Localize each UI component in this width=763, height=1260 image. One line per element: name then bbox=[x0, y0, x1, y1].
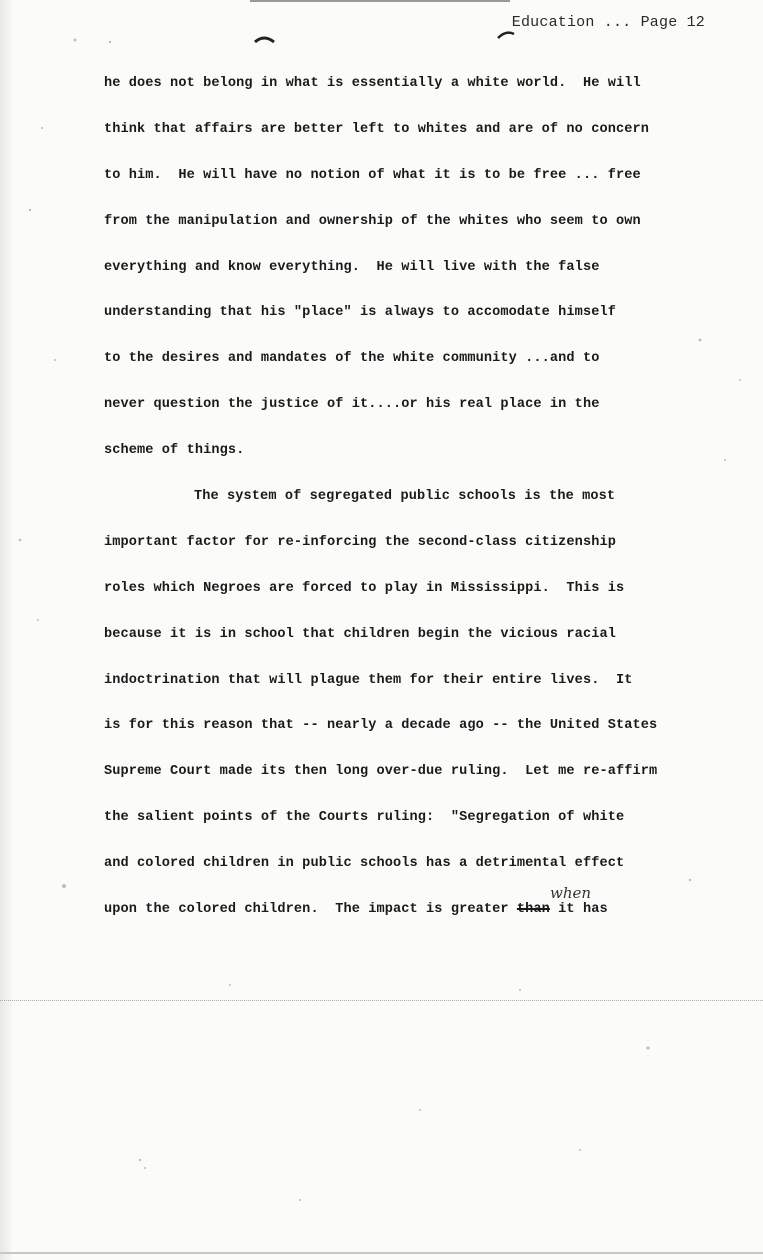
scan-left-edge bbox=[0, 0, 12, 1260]
scan-top-edge bbox=[250, 0, 510, 2]
last-line-end: it has bbox=[549, 902, 608, 918]
body-line: to the desires and mandates of the white community ...and to bbox=[104, 351, 600, 367]
scan-fold-line bbox=[0, 1000, 763, 1001]
body-line: never question the justice of it....or his real place in the bbox=[104, 397, 600, 413]
scan-bottom-edge bbox=[0, 1252, 763, 1254]
body-line: and colored children in public schools has a detrimental effect bbox=[104, 856, 625, 872]
body-line: indoctrination that will plague them for their entire lives. It bbox=[104, 672, 633, 688]
body-line: because it is in school that children begin the vicious racial bbox=[104, 626, 616, 642]
last-line-start: upon the colored children. The impact is greater bbox=[104, 902, 517, 918]
body-line: roles which Negroes are forced to play in Mississippi. This is bbox=[104, 580, 625, 596]
body-line: think that affairs are better left to whites and are of no concern bbox=[104, 121, 649, 137]
document-body bbox=[104, 74, 724, 946]
struck-word: than bbox=[516, 902, 550, 918]
paragraph-first-line: The system of segregated public schools is the most bbox=[194, 489, 616, 505]
body-line: he does not belong in what is essentially a white world. He will bbox=[104, 76, 641, 91]
handwritten-correction: when bbox=[550, 884, 592, 902]
body-line: important factor for re-inforcing the second-class citizenship bbox=[104, 534, 616, 550]
body-line: to him. He will have no notion of what it is to be free ... free bbox=[104, 167, 641, 183]
body-line: Supreme Court made its then long over-due ruling. Let me re-affirm bbox=[104, 764, 658, 780]
body-line: understanding that his "place" is always to accomodate himself bbox=[104, 305, 616, 321]
body-line: from the manipulation and ownership of the whites who seem to own bbox=[104, 213, 641, 229]
body-line-last bbox=[104, 900, 724, 946]
body-line: is for this reason that -- nearly a decade ago -- the United States bbox=[104, 718, 658, 734]
body-line: the salient points of the Courts ruling: "Segregation of white bbox=[104, 810, 625, 826]
body-line: scheme of things. bbox=[104, 443, 245, 459]
body-line: everything and know everything. He will live with the false bbox=[104, 259, 600, 275]
page-header: Education ... Page 12 bbox=[511, 14, 705, 31]
